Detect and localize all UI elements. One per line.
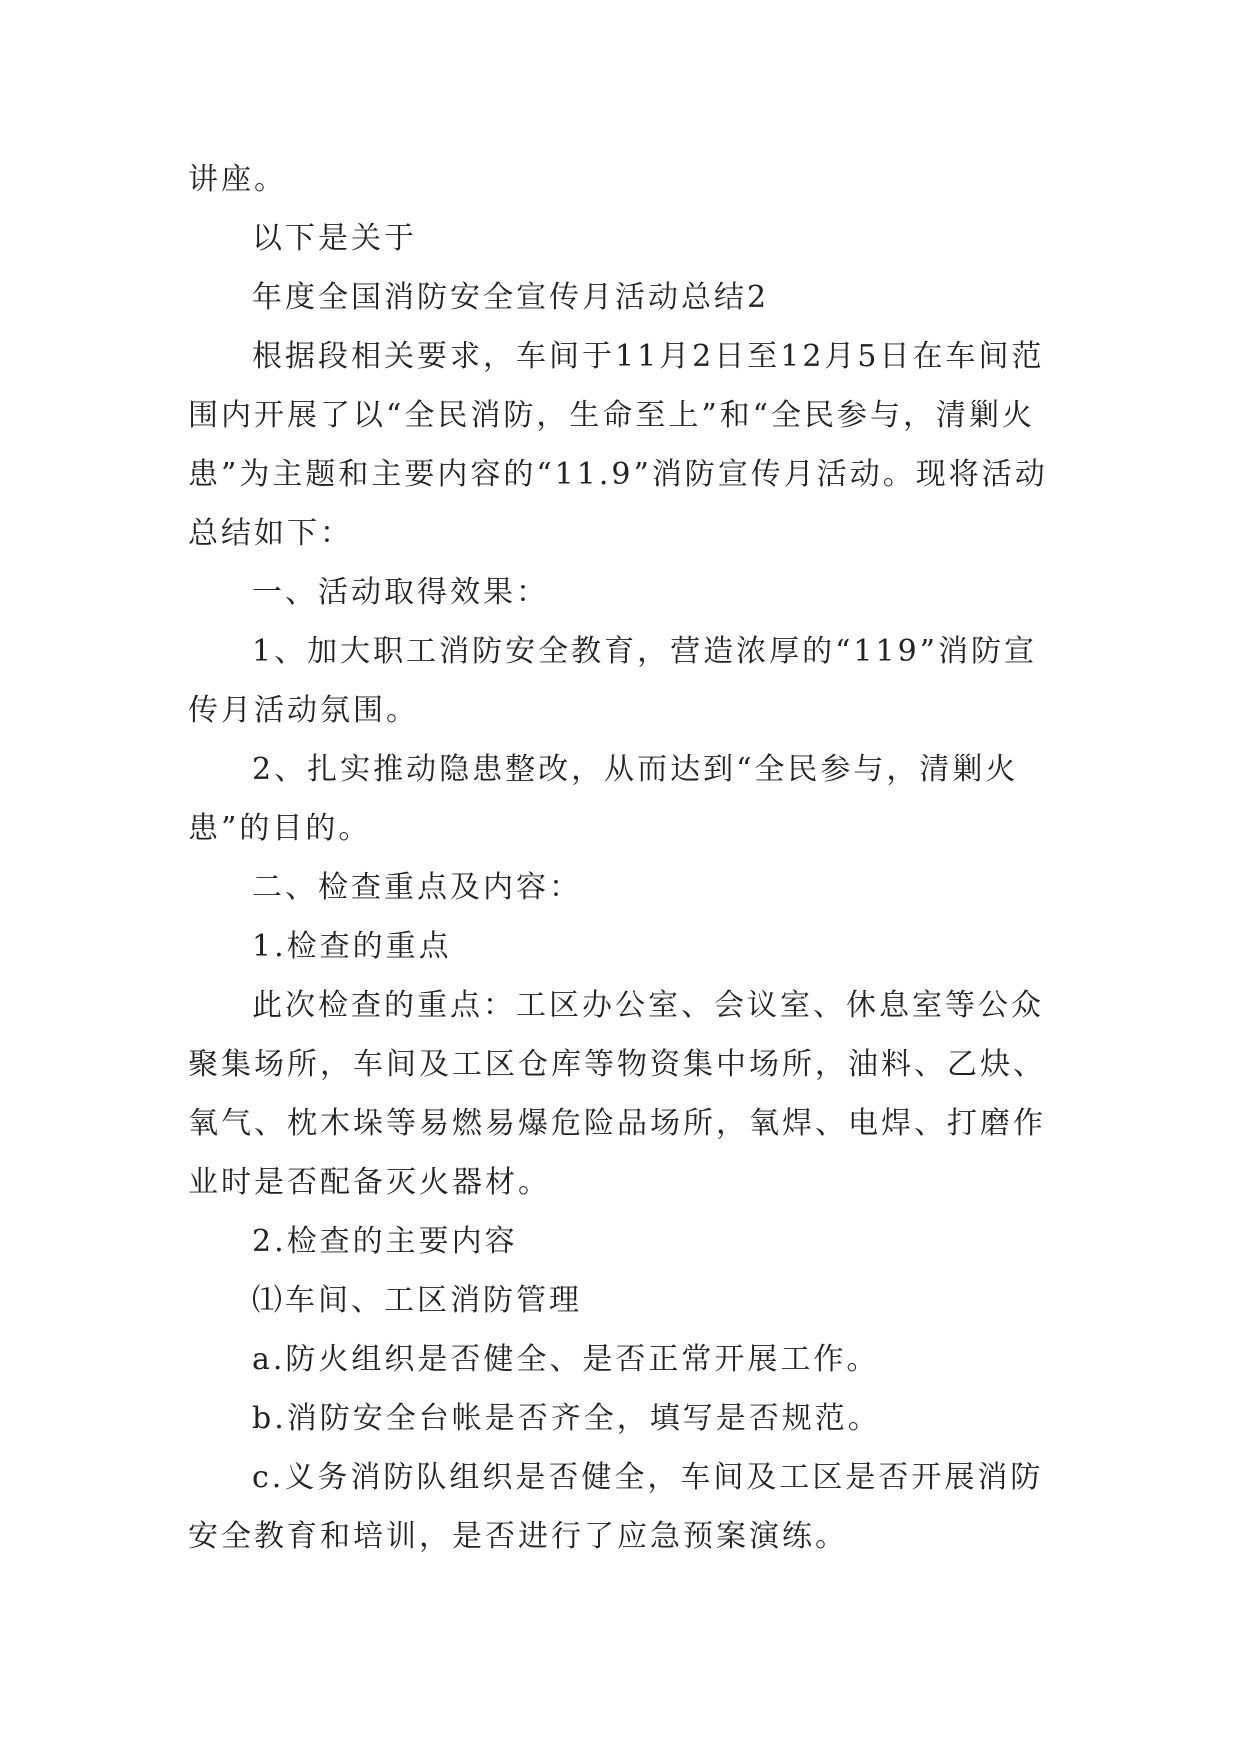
document-body bbox=[188, 150, 1068, 1566]
list-item-management: ⑴车间、工区消防管理 bbox=[252, 1283, 582, 1318]
paragraph-summary: 根据段相关要求，车间于11月2日至12月5日在车间范围内开展了以“全民消防，生命至上”和“全民参与，清剿火患”为主题和主要内容的“11.9”消防宣传月活动。现将活动总结如下： bbox=[188, 339, 1048, 551]
list-item-c: c.义务消防队组织是否健全，车间及工区是否开展消防安全教育和培训，是否进行了应急预案演练。 bbox=[188, 1460, 1044, 1554]
list-item-result-2: 2、扎实推动隐患整改，从而达到“全民参与，清剿火患”的目的。 bbox=[188, 752, 1019, 846]
paragraph-continuation: 讲座。 bbox=[188, 162, 287, 197]
paragraph-inspection-focus: 此次检查的重点：工区办公室、会议室、休息室等公众聚集场所，车间及工区仓库等物资集中场所，油料、乙炔、氧气、枕木垛等易燃易爆危险品场所，氧焊、电焊、打磨作业时是否配备灭火器材。 bbox=[188, 988, 1046, 1200]
section-heading-results: 一、活动取得效果： bbox=[252, 575, 549, 610]
subheading-inspection-content: 2.检查的主要内容 bbox=[252, 1224, 518, 1259]
list-item-b: b.消防安全台帐是否齐全，填写是否规范。 bbox=[252, 1401, 881, 1436]
list-item-result-1: 1、加大职工消防安全教育，营造浓厚的“119”消防宣传月活动氛围。 bbox=[188, 634, 1038, 728]
list-item-a: a.防火组织是否健全、是否正常开展工作。 bbox=[252, 1342, 880, 1377]
subheading-inspection-focus: 1.检查的重点 bbox=[252, 929, 452, 964]
section-heading-inspection: 二、检查重点及内容： bbox=[252, 870, 582, 905]
paragraph-intro: 以下是关于 bbox=[252, 221, 417, 256]
paragraph-heading: 年度全国消防安全宣传月活动总结2 bbox=[252, 280, 770, 315]
